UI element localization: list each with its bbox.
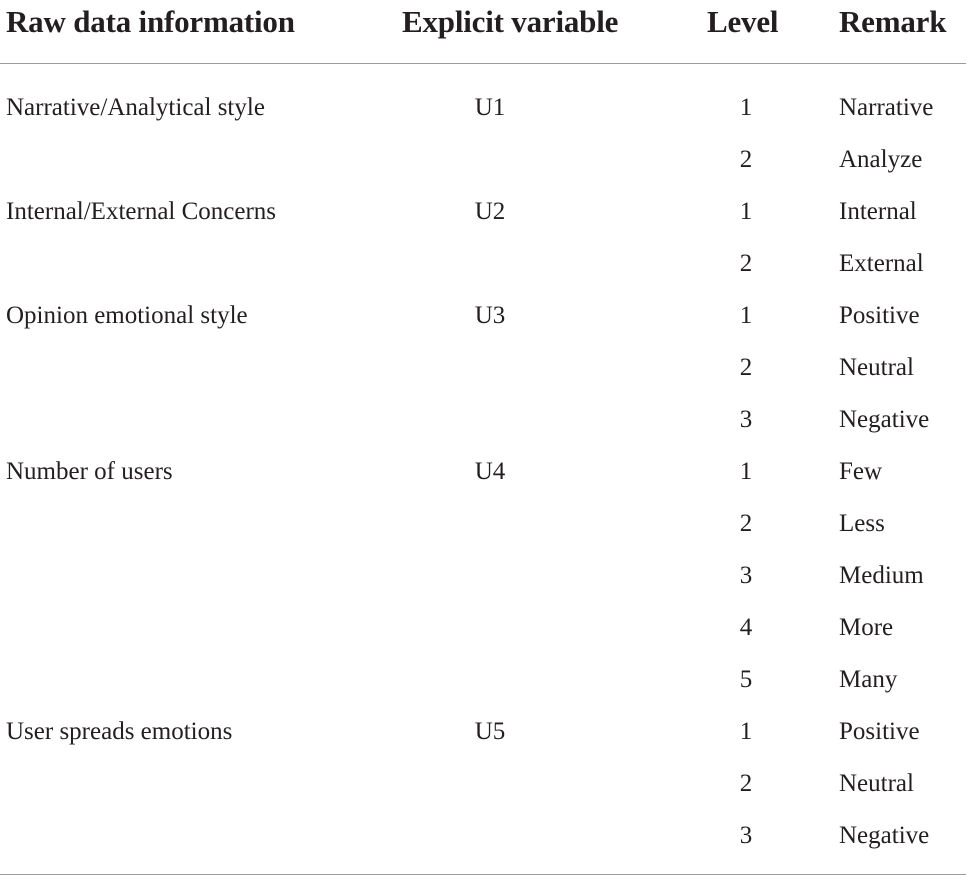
level-cell: 1 [739, 198, 753, 225]
remark-cell: Many [839, 666, 898, 693]
level-cell: 3 [739, 822, 753, 849]
level-cell: 1 [739, 458, 753, 485]
level-cell: 5 [739, 666, 753, 693]
level-cell: 1 [739, 718, 753, 745]
remark-cell: Positive [839, 302, 920, 329]
level-cell: 2 [739, 770, 753, 797]
level-cell: 1 [739, 94, 753, 121]
raw-data-information-cell: Narrative/Analytical style [6, 94, 265, 121]
remark-cell: Less [839, 510, 885, 537]
header-raw-data-information: Raw data information [6, 4, 295, 39]
level-cell: 1 [739, 302, 753, 329]
explicit-variable-cell: U3 [474, 302, 506, 329]
remark-cell: Narrative [839, 94, 934, 121]
raw-data-information-cell: Number of users [6, 458, 173, 485]
level-cell: 2 [739, 510, 753, 537]
explicit-variable-cell: U4 [474, 458, 506, 485]
level-cell: 2 [739, 250, 753, 277]
table-row [0, 342, 968, 394]
table-row [0, 706, 968, 758]
header-explicit-variable: Explicit variable [402, 4, 619, 39]
table-bottom-rule [0, 874, 966, 875]
table-row [0, 758, 968, 810]
header-divider [0, 63, 966, 64]
header-remark: Remark [839, 4, 947, 39]
remark-cell: Neutral [839, 354, 914, 381]
raw-data-information-cell: Internal/External Concerns [6, 198, 277, 225]
table-row [0, 602, 968, 654]
remark-cell: Internal [839, 198, 917, 225]
table-row [0, 810, 968, 862]
remark-cell: Negative [839, 406, 930, 433]
header-level: Level [707, 4, 779, 39]
table-row [0, 654, 968, 706]
table-row [0, 82, 968, 134]
level-cell: 2 [739, 354, 753, 381]
table-row [0, 290, 968, 342]
remark-cell: Few [839, 458, 883, 485]
remark-cell: Medium [839, 562, 924, 589]
level-cell: 4 [739, 614, 753, 641]
remark-cell: External [839, 250, 924, 277]
table-row [0, 394, 968, 446]
level-cell: 3 [739, 562, 753, 589]
table-row [0, 498, 968, 550]
remark-cell: Neutral [839, 770, 914, 797]
remark-cell: More [839, 614, 894, 641]
explicit-variable-cell: U1 [474, 94, 506, 121]
explicit-variable-cell: U2 [474, 198, 506, 225]
raw-data-information-cell: Opinion emotional style [6, 302, 248, 329]
table-row [0, 238, 968, 290]
remark-cell: Negative [839, 822, 930, 849]
level-cell: 2 [739, 146, 753, 173]
table-row [0, 134, 968, 186]
table-row [0, 446, 968, 498]
table-row [0, 186, 968, 238]
explicit-variable-cell: U5 [474, 718, 506, 745]
table-row [0, 550, 968, 602]
remark-cell: Analyze [839, 146, 923, 173]
level-cell: 3 [739, 406, 753, 433]
raw-data-information-cell: User spreads emotions [6, 718, 233, 745]
remark-cell: Positive [839, 718, 920, 745]
